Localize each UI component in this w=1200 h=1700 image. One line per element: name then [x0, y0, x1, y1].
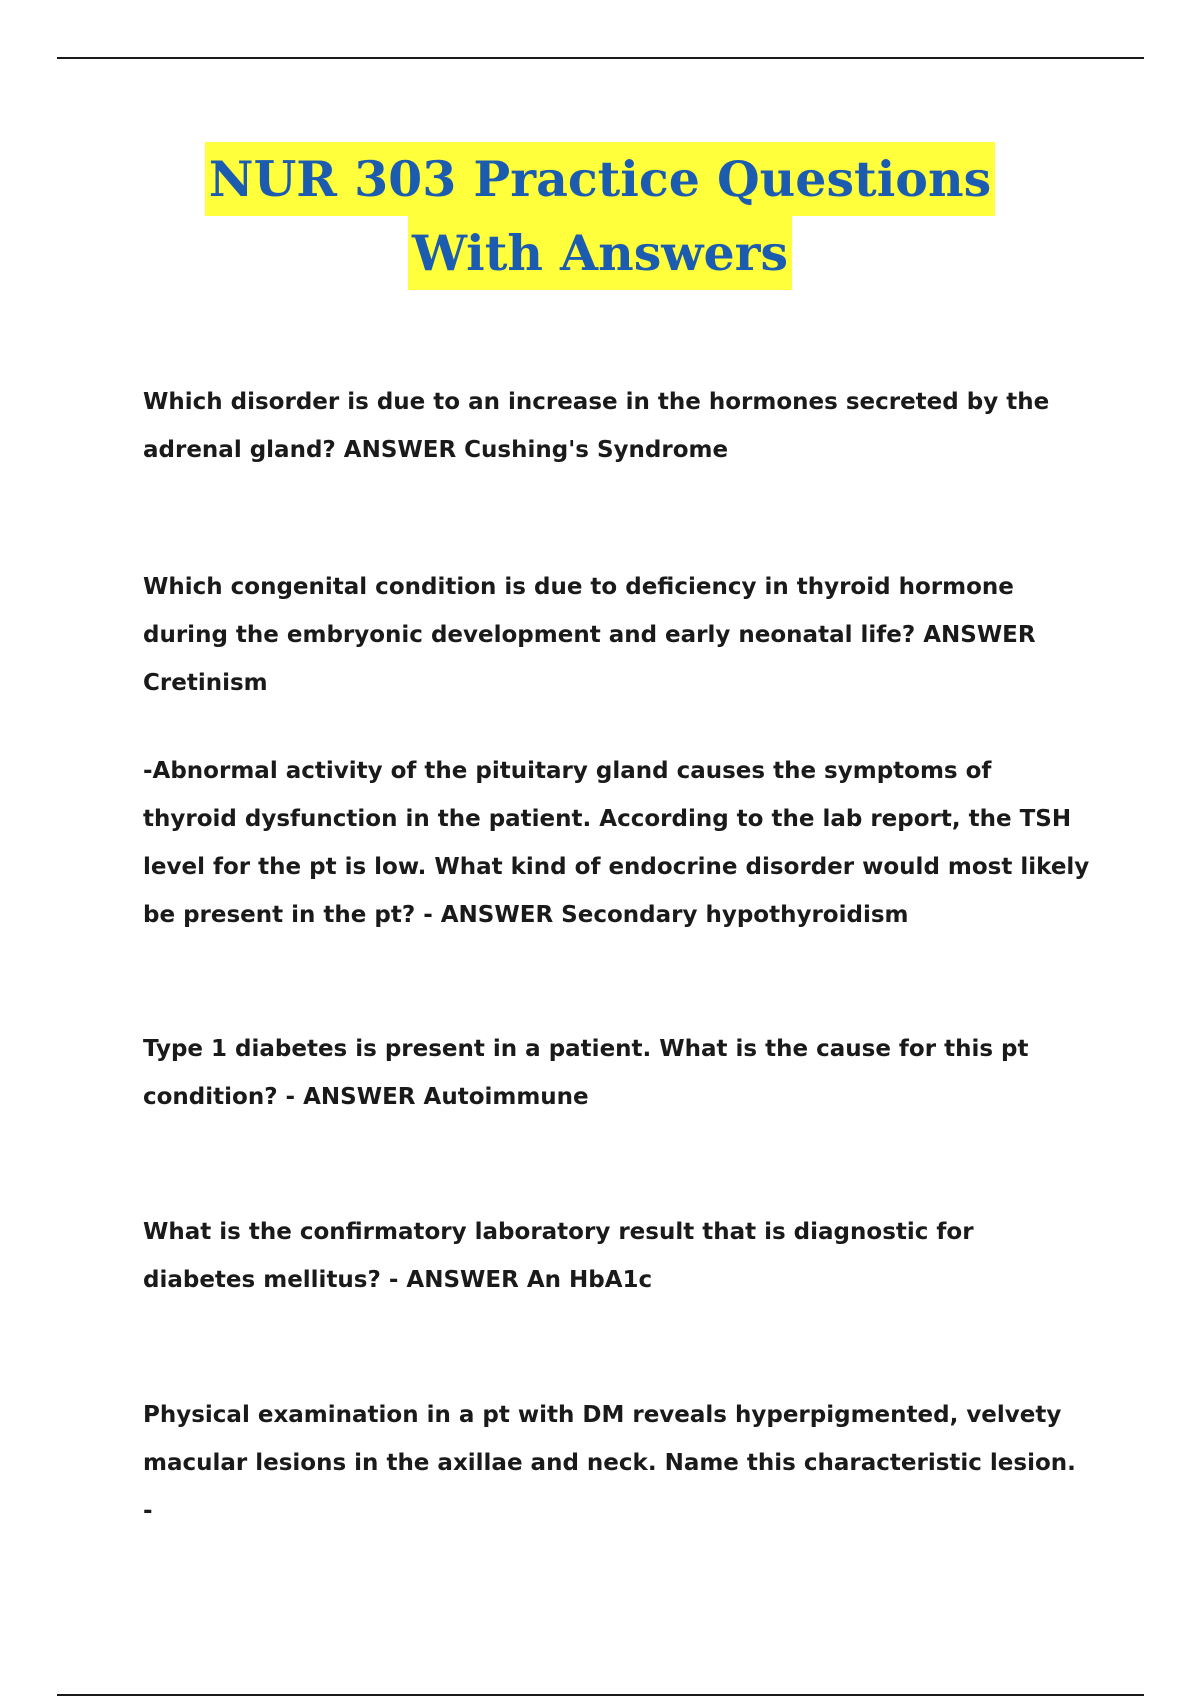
qa-item-6: Physical examination in a pt with DM reveals hyperpigmented, velvety macular lesions in the axillae and neck. Name this characteristic lesion. - — [143, 1402, 1076, 1524]
qa-item-1: Which disorder is due to an increase in the hormones secreted by the adrenal gland? ANSWER Cushing's Syndrome — [143, 389, 1050, 463]
qa-item-5: What is the confirmatory laboratory result that is diagnostic for diabetes mellitus? - ANSWER An HbA1c — [143, 1219, 974, 1293]
top-rule — [57, 57, 1144, 59]
qa-item-2: Which congenital condition is due to deficiency in thyroid hormone during the embryonic development and early neonatal life? ANSWER Cretinism — [143, 574, 1036, 696]
qa-item-3: -Abnormal activity of the pituitary gland causes the symptoms of thyroid dysfunction in the patient. According to the lab report, the TSH level for the pt is low. What kind of endocrine disorder would most likely be present in the pt? - ANSWER Secondary hypothyroidism — [143, 758, 1090, 928]
title-line-2: With Answers — [408, 216, 792, 290]
document-title — [0, 142, 1200, 290]
title-line-1: NUR 303 Practice Questions — [205, 142, 995, 216]
bottom-rule — [57, 1694, 1144, 1696]
qa-item-4: Type 1 diabetes is present in a patient. What is the cause for this pt condition? - ANSWER Autoimmune — [143, 1036, 1029, 1110]
